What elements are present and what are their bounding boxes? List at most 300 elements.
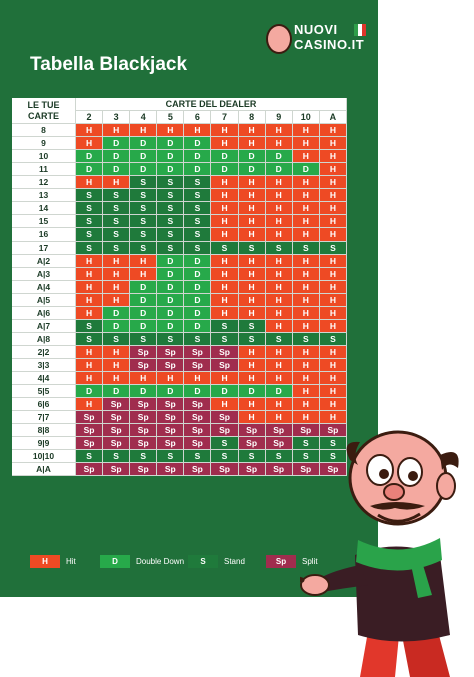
table-row <box>12 176 347 189</box>
strategy-cell: S <box>239 320 266 333</box>
strategy-cell: D <box>184 320 211 333</box>
strategy-cell: H <box>320 385 347 398</box>
strategy-cell: S <box>130 215 157 228</box>
strategy-cell: H <box>293 124 320 137</box>
strategy-cell: S <box>76 242 103 255</box>
strategy-cell: D <box>184 163 211 176</box>
strategy-cell: S <box>239 242 266 255</box>
legend-item-hit <box>30 553 76 569</box>
strategy-cell: S <box>184 189 211 202</box>
table-row <box>12 281 347 294</box>
table-row <box>12 202 347 215</box>
strategy-cell: D <box>157 150 184 163</box>
strategy-cell: H <box>184 124 211 137</box>
strategy-cell: H <box>266 255 293 268</box>
strategy-cell: H <box>211 398 238 411</box>
table-row <box>12 124 347 137</box>
player-hand-label: 17 <box>12 242 76 255</box>
strategy-cell: H <box>266 268 293 281</box>
strategy-cell: H <box>293 359 320 372</box>
strategy-cell: Sp <box>211 346 238 359</box>
strategy-cell: H <box>293 320 320 333</box>
strategy-cell: H <box>320 150 347 163</box>
italy-flag-icon <box>354 24 366 36</box>
strategy-cell: H <box>239 307 266 320</box>
strategy-cell: D <box>130 137 157 150</box>
strategy-cell: S <box>76 333 103 346</box>
dealer-card-6: 6 <box>184 111 211 124</box>
strategy-cell: D <box>76 163 103 176</box>
strategy-cell: H <box>320 176 347 189</box>
strategy-cell: H <box>320 163 347 176</box>
strategy-cell: H <box>239 359 266 372</box>
strategy-cell: H <box>239 398 266 411</box>
strategy-cell: H <box>266 346 293 359</box>
strategy-cell: Sp <box>211 411 238 424</box>
strategy-cell: Sp <box>184 437 211 450</box>
strategy-cell: Sp <box>293 463 320 476</box>
strategy-cell: D <box>157 268 184 281</box>
strategy-cell: H <box>130 268 157 281</box>
strategy-cell: S <box>239 450 266 463</box>
strategy-cell: Sp <box>130 346 157 359</box>
strategy-cell: S <box>76 189 103 202</box>
strategy-cell: H <box>293 281 320 294</box>
strategy-cell: Sp <box>103 424 130 437</box>
strategy-cell: H <box>239 189 266 202</box>
strategy-cell: S <box>103 202 130 215</box>
strategy-cell: H <box>239 281 266 294</box>
player-hand-label: 10 <box>12 150 76 163</box>
strategy-cell: H <box>293 294 320 307</box>
strategy-cell: S <box>76 228 103 241</box>
strategy-cell: H <box>266 124 293 137</box>
strategy-cell: H <box>293 346 320 359</box>
strategy-cell: Sp <box>130 398 157 411</box>
strategy-cell: H <box>130 255 157 268</box>
strategy-cell: H <box>211 137 238 150</box>
strategy-cell: S <box>130 333 157 346</box>
strategy-cell: H <box>157 124 184 137</box>
strategy-cell: Sp <box>103 411 130 424</box>
dealer-card-7: 7 <box>211 111 238 124</box>
player-hand-label: 11 <box>12 163 76 176</box>
strategy-cell: D <box>266 385 293 398</box>
strategy-cell: H <box>76 359 103 372</box>
strategy-cell: H <box>103 359 130 372</box>
player-hand-label: A|2 <box>12 255 76 268</box>
strategy-cell: H <box>211 255 238 268</box>
strategy-cell: D <box>157 281 184 294</box>
strategy-cell: H <box>76 372 103 385</box>
strategy-table <box>12 98 347 476</box>
dealer-card-5: 5 <box>157 111 184 124</box>
strategy-cell: Sp <box>130 411 157 424</box>
strategy-cell: H <box>239 124 266 137</box>
logo-line-1: NUOVI <box>294 22 338 37</box>
strategy-cell: D <box>293 163 320 176</box>
strategy-cell: H <box>293 176 320 189</box>
strategy-cell: Sp <box>211 463 238 476</box>
strategy-cell: H <box>320 137 347 150</box>
legend-swatch-double-down: D <box>100 555 130 568</box>
strategy-cell: Sp <box>239 424 266 437</box>
strategy-cell: Sp <box>103 463 130 476</box>
player-hand-label: A|3 <box>12 268 76 281</box>
strategy-cell: S <box>76 320 103 333</box>
strategy-cell: S <box>76 215 103 228</box>
player-hand-label: 6|6 <box>12 398 76 411</box>
strategy-cell: Sp <box>157 411 184 424</box>
strategy-cell: Sp <box>211 359 238 372</box>
strategy-cell: D <box>266 150 293 163</box>
strategy-cell: H <box>266 281 293 294</box>
dealer-cards-header: CARTE DEL DEALER <box>76 98 347 111</box>
strategy-cell: H <box>266 228 293 241</box>
table-row <box>12 189 347 202</box>
strategy-cell: S <box>320 242 347 255</box>
strategy-cell: D <box>130 307 157 320</box>
strategy-cell: H <box>320 281 347 294</box>
strategy-cell: H <box>293 268 320 281</box>
strategy-cell: H <box>266 307 293 320</box>
strategy-cell: S <box>184 242 211 255</box>
strategy-cell: H <box>293 189 320 202</box>
strategy-cell: S <box>130 202 157 215</box>
strategy-cell: S <box>211 450 238 463</box>
table-row <box>12 437 347 450</box>
table-row <box>12 242 347 255</box>
strategy-cell: H <box>293 411 320 424</box>
player-hand-label: 9|9 <box>12 437 76 450</box>
strategy-cell: S <box>130 450 157 463</box>
player-hand-label: 12 <box>12 176 76 189</box>
strategy-cell: H <box>320 320 347 333</box>
strategy-cell: H <box>266 359 293 372</box>
strategy-cell: H <box>211 268 238 281</box>
dealer-card-10: 10 <box>293 111 320 124</box>
strategy-cell: H <box>320 294 347 307</box>
strategy-cell: H <box>293 150 320 163</box>
strategy-cell: Sp <box>130 359 157 372</box>
strategy-cell: S <box>157 242 184 255</box>
strategy-cell: S <box>211 242 238 255</box>
strategy-cell: S <box>239 333 266 346</box>
strategy-cell: H <box>239 372 266 385</box>
strategy-cell: H <box>76 307 103 320</box>
strategy-cell: D <box>157 294 184 307</box>
strategy-cell: Sp <box>157 398 184 411</box>
legend-label-hit: Hit <box>66 556 76 566</box>
strategy-cell: H <box>293 215 320 228</box>
table-row <box>12 137 347 150</box>
strategy-cell: D <box>157 320 184 333</box>
strategy-cell: S <box>130 176 157 189</box>
legend-label-split: Split <box>302 556 318 566</box>
strategy-cell: S <box>266 450 293 463</box>
table-row <box>12 463 347 476</box>
strategy-cell: S <box>184 228 211 241</box>
strategy-cell: H <box>266 320 293 333</box>
strategy-cell: Sp <box>157 359 184 372</box>
strategy-cell: Sp <box>320 463 347 476</box>
table-row <box>12 320 347 333</box>
strategy-cell: H <box>239 346 266 359</box>
table-row <box>12 359 347 372</box>
dealer-card-a: A <box>320 111 347 124</box>
strategy-cell: Sp <box>157 437 184 450</box>
strategy-cell: H <box>239 202 266 215</box>
table-row <box>12 255 347 268</box>
table-row <box>12 398 347 411</box>
strategy-cell: Sp <box>103 398 130 411</box>
strategy-cell: H <box>293 385 320 398</box>
table-row <box>12 228 347 241</box>
strategy-cell: D <box>103 150 130 163</box>
your-cards-header: LE TUE CARTE <box>12 98 76 124</box>
strategy-cell: S <box>211 437 238 450</box>
strategy-cell: Sp <box>76 463 103 476</box>
strategy-cell: H <box>103 281 130 294</box>
strategy-cell: Sp <box>184 346 211 359</box>
table-row <box>12 424 347 437</box>
strategy-cell: D <box>103 307 130 320</box>
strategy-cell: Sp <box>130 424 157 437</box>
legend-item-stand <box>188 553 245 569</box>
legend-swatch-split: Sp <box>266 555 296 568</box>
cartoon-mascot-pointing-icon <box>300 420 474 677</box>
table-row <box>12 333 347 346</box>
strategy-cell: S <box>184 333 211 346</box>
table-row <box>12 307 347 320</box>
player-hand-label: 16 <box>12 228 76 241</box>
strategy-cell: D <box>157 163 184 176</box>
player-hand-label: 8 <box>12 124 76 137</box>
table-row <box>12 268 347 281</box>
strategy-cell: H <box>293 372 320 385</box>
player-hand-label: A|4 <box>12 281 76 294</box>
strategy-cell: S <box>293 242 320 255</box>
player-hand-label: 7|7 <box>12 411 76 424</box>
strategy-cell: H <box>211 307 238 320</box>
dealer-card-9: 9 <box>266 111 293 124</box>
player-hand-label: A|A <box>12 463 76 476</box>
legend-label-stand: Stand <box>224 556 245 566</box>
strategy-cell: H <box>266 372 293 385</box>
table-row <box>12 411 347 424</box>
dealer-card-4: 4 <box>130 111 157 124</box>
strategy-cell: H <box>211 124 238 137</box>
strategy-cell: D <box>184 255 211 268</box>
strategy-cell: D <box>184 385 211 398</box>
strategy-cell: S <box>157 202 184 215</box>
strategy-cell: D <box>157 385 184 398</box>
strategy-cell: S <box>320 450 347 463</box>
strategy-cell: H <box>211 372 238 385</box>
strategy-cell: H <box>266 176 293 189</box>
player-hand-label: A|8 <box>12 333 76 346</box>
strategy-cell: H <box>320 189 347 202</box>
strategy-cell: D <box>211 163 238 176</box>
strategy-cell: Sp <box>157 424 184 437</box>
strategy-cell: H <box>76 124 103 137</box>
table-row <box>12 346 347 359</box>
strategy-cell: S <box>130 228 157 241</box>
strategy-cell: H <box>211 215 238 228</box>
strategy-cell: H <box>211 228 238 241</box>
strategy-cell: Sp <box>184 424 211 437</box>
strategy-cell: H <box>103 124 130 137</box>
strategy-cell: D <box>76 150 103 163</box>
logo-line-2: CASINO.IT <box>294 37 365 52</box>
strategy-cell: D <box>184 294 211 307</box>
strategy-cell: H <box>211 294 238 307</box>
strategy-cell: H <box>76 137 103 150</box>
strategy-cell: H <box>320 124 347 137</box>
strategy-cell: D <box>266 163 293 176</box>
strategy-cell: Sp <box>130 463 157 476</box>
strategy-cell: H <box>211 281 238 294</box>
strategy-cell: H <box>239 255 266 268</box>
strategy-cell: D <box>157 307 184 320</box>
strategy-cell: H <box>157 372 184 385</box>
strategy-cell: D <box>184 307 211 320</box>
legend-swatch-stand: S <box>188 555 218 568</box>
strategy-cell: Sp <box>266 424 293 437</box>
player-hand-label: A|5 <box>12 294 76 307</box>
strategy-cell: H <box>211 176 238 189</box>
table-row <box>12 215 347 228</box>
strategy-cell: D <box>76 385 103 398</box>
strategy-cell: H <box>76 346 103 359</box>
strategy-cell: D <box>130 281 157 294</box>
strategy-cell: D <box>130 320 157 333</box>
strategy-cell: S <box>130 242 157 255</box>
strategy-cell: D <box>184 268 211 281</box>
player-hand-label: 14 <box>12 202 76 215</box>
strategy-cell: H <box>293 137 320 150</box>
strategy-cell: S <box>157 450 184 463</box>
page-title: Tabella Blackjack <box>30 54 188 75</box>
site-logo[interactable] <box>266 20 370 56</box>
strategy-cell: D <box>157 255 184 268</box>
strategy-cell: D <box>130 163 157 176</box>
strategy-cell: H <box>266 137 293 150</box>
strategy-cell: Sp <box>157 463 184 476</box>
strategy-cell: S <box>103 450 130 463</box>
table-row <box>12 372 347 385</box>
strategy-cell: H <box>293 307 320 320</box>
strategy-cell: D <box>211 385 238 398</box>
strategy-cell: H <box>103 294 130 307</box>
strategy-table-body <box>12 124 347 476</box>
table-row <box>12 385 347 398</box>
dealer-card-3: 3 <box>103 111 130 124</box>
strategy-cell: H <box>320 202 347 215</box>
strategy-cell: H <box>103 255 130 268</box>
player-hand-label: 13 <box>12 189 76 202</box>
table-row <box>12 163 347 176</box>
strategy-cell: H <box>320 398 347 411</box>
strategy-cell: H <box>320 346 347 359</box>
strategy-cell: Sp <box>184 411 211 424</box>
strategy-cell: D <box>130 150 157 163</box>
strategy-cell: H <box>320 359 347 372</box>
strategy-cell: H <box>266 398 293 411</box>
strategy-cell: S <box>293 450 320 463</box>
player-hand-label: 5|5 <box>12 385 76 398</box>
strategy-cell: H <box>239 294 266 307</box>
strategy-cell: H <box>239 215 266 228</box>
strategy-cell: H <box>266 215 293 228</box>
strategy-cell: Sp <box>184 359 211 372</box>
strategy-cell: H <box>76 398 103 411</box>
strategy-cell: S <box>157 215 184 228</box>
strategy-cell: H <box>266 294 293 307</box>
strategy-cell: H <box>320 268 347 281</box>
strategy-cell: D <box>103 163 130 176</box>
strategy-cell: H <box>130 124 157 137</box>
player-hand-label: 8|8 <box>12 424 76 437</box>
strategy-cell: H <box>76 281 103 294</box>
strategy-cell: D <box>130 294 157 307</box>
player-hand-label: 2|2 <box>12 346 76 359</box>
player-hand-label: 10|10 <box>12 450 76 463</box>
strategy-cell: D <box>103 137 130 150</box>
strategy-cell: H <box>76 294 103 307</box>
strategy-cell: H <box>320 255 347 268</box>
strategy-cell: H <box>239 228 266 241</box>
strategy-cell: H <box>293 228 320 241</box>
strategy-cell: S <box>157 228 184 241</box>
strategy-cell: H <box>293 398 320 411</box>
strategy-cell: H <box>211 189 238 202</box>
strategy-cell: D <box>184 150 211 163</box>
strategy-cell: Sp <box>184 463 211 476</box>
strategy-cell: H <box>239 137 266 150</box>
strategy-cell: Sp <box>157 346 184 359</box>
strategy-cell: H <box>320 307 347 320</box>
dealer-card-2: 2 <box>76 111 103 124</box>
strategy-cell: D <box>184 281 211 294</box>
strategy-cell: Sp <box>293 424 320 437</box>
strategy-cell: D <box>103 320 130 333</box>
strategy-cell: S <box>184 176 211 189</box>
player-hand-label: 9 <box>12 137 76 150</box>
strategy-cell: H <box>211 202 238 215</box>
player-hand-label: A|6 <box>12 307 76 320</box>
strategy-cell: S <box>103 215 130 228</box>
player-hand-label: 3|3 <box>12 359 76 372</box>
strategy-cell: H <box>103 176 130 189</box>
dealer-card-8: 8 <box>239 111 266 124</box>
strategy-cell: S <box>103 242 130 255</box>
strategy-cell: S <box>184 215 211 228</box>
strategy-cell: D <box>239 150 266 163</box>
player-hand-label: A|7 <box>12 320 76 333</box>
legend-swatch-hit: H <box>30 555 60 568</box>
table-row <box>12 150 347 163</box>
legend-label-double-down: Double Down <box>136 556 185 566</box>
strategy-cell: D <box>239 163 266 176</box>
strategy-cell: S <box>320 333 347 346</box>
strategy-cell: S <box>130 189 157 202</box>
strategy-cell: H <box>184 372 211 385</box>
strategy-cell: Sp <box>320 424 347 437</box>
strategy-cell: Sp <box>130 437 157 450</box>
strategy-cell: S <box>103 333 130 346</box>
strategy-cell: S <box>184 202 211 215</box>
